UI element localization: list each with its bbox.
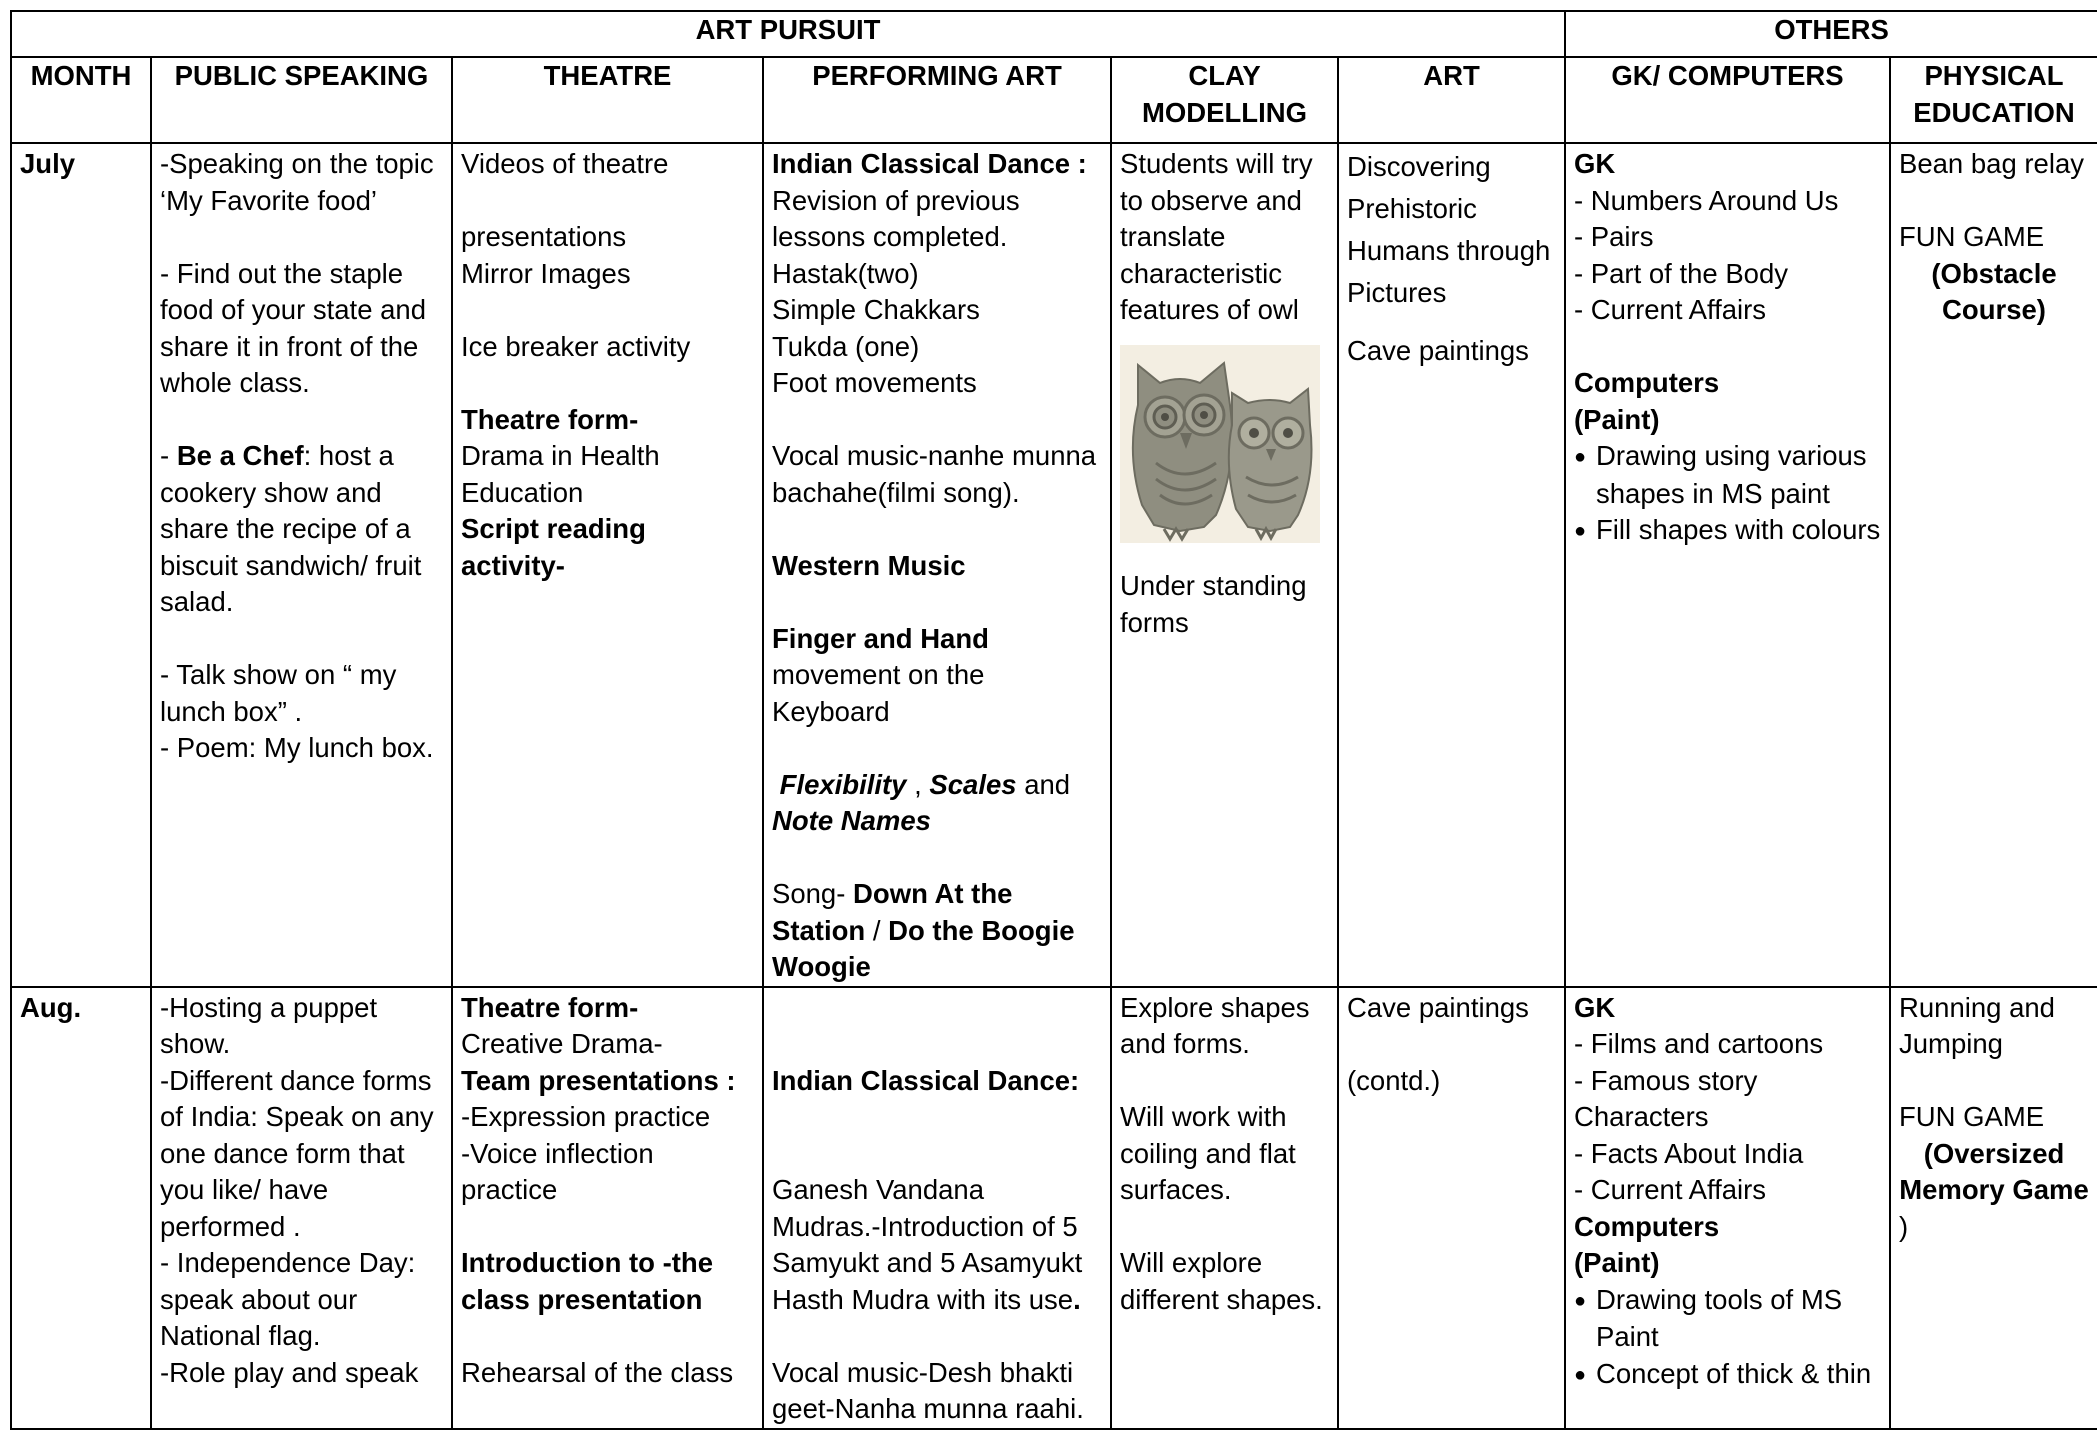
text-line: FUN GAME xyxy=(1899,1101,2045,1132)
gk-computers-cell xyxy=(1565,143,1890,987)
performing-art-cell xyxy=(763,143,1111,987)
computers-title: Computers xyxy=(1574,367,1720,398)
text-line: Keyboard xyxy=(772,695,890,727)
text-line: lunch box” . xyxy=(160,695,303,727)
game-name: Course) xyxy=(1942,294,2046,325)
aug-row xyxy=(11,987,2097,1429)
text-line: - Part of the Body xyxy=(1574,257,1788,289)
others-header: OTHERS xyxy=(1565,11,2097,57)
team-presentations: Team presentations : xyxy=(461,1064,736,1096)
text-line: and forms. xyxy=(1120,1028,1250,1059)
game-name: Memory Game xyxy=(1899,1174,2089,1205)
text-line: Ice breaker activity xyxy=(461,330,691,362)
chef-rest: : host a xyxy=(303,440,394,471)
text-line: Cave paintings xyxy=(1347,335,1529,366)
hasth-text: Hasth Mudra with its use xyxy=(772,1283,1074,1315)
computers-list xyxy=(1574,1282,1881,1394)
text-line: Mirror Images xyxy=(461,257,631,289)
text-line: bachahe(filmi song). xyxy=(772,476,1020,508)
theatre-form-title: Theatre form- xyxy=(461,403,639,435)
text-line: translate xyxy=(1120,221,1226,252)
computers-title: Computers xyxy=(1574,1210,1720,1242)
text-line: show. xyxy=(160,1028,231,1059)
text-line: of India: Speak on any xyxy=(160,1101,434,1132)
physical-education-cell xyxy=(1890,987,2097,1429)
text-line: different shapes. xyxy=(1120,1283,1323,1315)
text-line: features of owl xyxy=(1120,294,1299,325)
text-line: Hastak(two) xyxy=(772,257,919,289)
text-line: Vocal music-Desh bhakti xyxy=(772,1356,1074,1388)
text-line: -Role play and speak xyxy=(160,1356,419,1388)
text-line: (contd.) xyxy=(1347,1064,1441,1096)
list-item: ● Fill shapes with colours xyxy=(1574,512,1881,550)
text-line: - Independence Day: xyxy=(160,1247,416,1278)
sep: , xyxy=(906,768,930,800)
text-line: Will explore xyxy=(1120,1247,1263,1278)
note-names: Note Names xyxy=(772,805,931,836)
western-music-title: Western Music xyxy=(772,549,966,581)
text-line: Jumping xyxy=(1899,1028,2003,1059)
clay-modelling-cell xyxy=(1111,143,1338,987)
art-header: ART xyxy=(1338,57,1565,143)
text-line: share the recipe of a xyxy=(160,513,411,544)
flexibility: Flexibility xyxy=(779,768,907,800)
text-line: food of your state and xyxy=(160,294,427,325)
text-line: geet-Nanha munna raahi. xyxy=(772,1393,1084,1424)
text-line: -Expression practice xyxy=(461,1101,711,1132)
text-line: Prehistoric xyxy=(1347,193,1477,224)
clay-modelling-cell xyxy=(1111,987,1338,1429)
performing-art-cell xyxy=(763,987,1111,1429)
text-line: - Current Affairs xyxy=(1574,294,1767,325)
gk-title: GK xyxy=(1574,991,1616,1023)
text-line: National flag. xyxy=(160,1320,321,1351)
dance-title: Indian Classical Dance : xyxy=(772,148,1087,179)
text-line: Explore shapes xyxy=(1120,991,1310,1023)
text-line xyxy=(772,1282,1102,1319)
text-line: Cave paintings xyxy=(1347,991,1529,1023)
be-a-chef: Be a Chef xyxy=(176,440,304,471)
text-line: Videos of theatre xyxy=(461,148,669,179)
performing-art-header: PERFORMING ART xyxy=(763,57,1111,143)
game-name: (Obstacle xyxy=(1931,257,2057,289)
hasth-dot: . xyxy=(1073,1283,1081,1315)
text-line: performed . xyxy=(160,1210,301,1242)
text-line: one dance form that xyxy=(160,1137,405,1169)
text-line: Under standing xyxy=(1120,570,1307,601)
text-line: share it in front of the xyxy=(160,330,419,362)
script-reading: Script reading activity- xyxy=(461,513,646,581)
text-line: Will work with xyxy=(1120,1101,1287,1132)
text-line: - Pairs xyxy=(1574,221,1654,252)
sep: / xyxy=(865,914,889,946)
text-line: Drama in Health xyxy=(461,440,660,471)
text-line: Revision of previous xyxy=(772,184,1020,216)
public-speaking-cell xyxy=(151,987,452,1429)
header-line: PHYSICAL xyxy=(1924,60,2064,91)
dance-title: Indian Classical Dance: xyxy=(772,1064,1080,1096)
text-line: Bean bag relay xyxy=(1899,148,2084,179)
list-item: ● Concept of thick & thin xyxy=(1574,1356,1881,1394)
text-line: - Current Affairs xyxy=(1574,1174,1767,1205)
curriculum-table xyxy=(10,10,2097,1430)
art-pursuit-header: ART PURSUIT xyxy=(11,11,1565,57)
text-line: Creative Drama- xyxy=(461,1028,663,1059)
text-line: - Films and cartoons xyxy=(1574,1028,1824,1059)
text-line: whole class. xyxy=(160,367,310,398)
text-line: -Voice inflection xyxy=(461,1137,654,1169)
text-line: - Talk show on “ my xyxy=(160,659,397,690)
list-item: ● Drawing using various shapes in MS paint xyxy=(1574,438,1881,512)
month-cell: Aug. xyxy=(11,987,151,1429)
computers-list xyxy=(1574,438,1881,550)
text-line: FUN GAME xyxy=(1899,221,2045,252)
text-line: - Find out the staple xyxy=(160,257,404,289)
text-line: - Facts About India xyxy=(1574,1137,1804,1169)
text-line: ‘My Favorite food’ xyxy=(160,184,378,216)
text-line: practice xyxy=(461,1174,558,1205)
song-title: Do the Boogie xyxy=(888,914,1075,946)
header-line: CLAY xyxy=(1188,60,1261,91)
july-row xyxy=(11,143,2097,987)
gk-computers-cell xyxy=(1565,987,1890,1429)
theatre-cell xyxy=(452,143,763,987)
text-line: Vocal music-nanhe munna xyxy=(772,440,1097,471)
text-line: Characters xyxy=(1574,1101,1709,1132)
text-line: Discovering xyxy=(1347,151,1491,182)
text-line: Students will try xyxy=(1120,148,1313,179)
text-line: Humans through xyxy=(1347,235,1551,266)
month-header: MONTH xyxy=(11,57,151,143)
header-line: EDUCATION xyxy=(1913,96,2075,128)
clay-owls-image xyxy=(1120,345,1329,553)
month-cell: July xyxy=(11,143,151,987)
text-line: Rehearsal of the class xyxy=(461,1356,734,1388)
group-header-row xyxy=(11,11,2097,57)
art-cell xyxy=(1338,987,1565,1429)
computers-subtitle: (Paint) xyxy=(1574,403,1660,435)
song-title: Station xyxy=(772,914,866,946)
game-name: (Oversized xyxy=(1923,1137,2065,1169)
text-line: Running and xyxy=(1899,991,2055,1023)
text-line xyxy=(772,876,1102,913)
song-title: Down At the xyxy=(853,878,1013,909)
theatre-header: THEATRE xyxy=(452,57,763,143)
column-header-row xyxy=(11,57,2097,143)
header-line: MODELLING xyxy=(1142,96,1307,128)
finger-hand-title: Finger and Hand xyxy=(772,622,989,654)
text-line: - Numbers Around Us xyxy=(1574,184,1839,216)
text-line: Ganesh Vandana xyxy=(772,1174,985,1205)
physical-education-cell xyxy=(1890,143,2097,987)
text-line: to observe and xyxy=(1120,184,1302,216)
clay-modelling-header xyxy=(1111,57,1338,143)
intro-title: Introduction to -the xyxy=(461,1247,714,1278)
physical-education-header xyxy=(1890,57,2097,143)
text-line: -Hosting a puppet xyxy=(160,991,378,1023)
text-line: - Poem: My lunch box. xyxy=(160,732,434,763)
text-line: Mudras.-Introduction of 5 xyxy=(772,1210,1078,1242)
text-line: salad. xyxy=(160,586,234,617)
text-line: coiling and flat xyxy=(1120,1137,1296,1169)
dash: - xyxy=(160,440,177,471)
public-speaking-cell xyxy=(151,143,452,987)
theatre-form-title: Theatre form- xyxy=(461,991,639,1023)
text-line: cookery show and xyxy=(160,476,382,508)
public-speaking-header: PUBLIC SPEAKING xyxy=(151,57,452,143)
intro-title: class presentation xyxy=(461,1283,703,1315)
text-line xyxy=(772,913,1102,950)
list-item: ● Drawing tools of MS Paint xyxy=(1574,1282,1881,1356)
text-line: -Speaking on the topic xyxy=(160,148,434,179)
text-line: Samyukt and 5 Asamyukt xyxy=(772,1247,1083,1278)
text-line xyxy=(772,767,1102,804)
text-line: lessons completed. xyxy=(772,221,1008,252)
text-line: Education xyxy=(461,476,584,508)
scales: Scales xyxy=(929,768,1017,800)
text-line: ) xyxy=(1899,1210,1909,1242)
text-line: Simple Chakkars xyxy=(772,294,980,325)
text-line: speak about our xyxy=(160,1283,358,1315)
gk-title: GK xyxy=(1574,148,1616,179)
song-prefix: Song- xyxy=(772,878,854,909)
text-line: Foot movements xyxy=(772,367,977,398)
text-line: movement on the xyxy=(772,659,985,690)
text-line xyxy=(160,438,443,475)
computers-subtitle: (Paint) xyxy=(1574,1247,1660,1278)
text-line: - Famous story xyxy=(1574,1064,1758,1096)
song-title: Woogie xyxy=(772,951,871,982)
text-line: characteristic xyxy=(1120,257,1282,289)
text-line: -Different dance forms xyxy=(160,1064,432,1096)
art-cell xyxy=(1338,143,1565,987)
text-line: presentations xyxy=(461,221,627,252)
text-line: Pictures xyxy=(1347,277,1447,308)
theatre-cell xyxy=(452,987,763,1429)
text-line: surfaces. xyxy=(1120,1174,1232,1205)
text-line: Tukda (one) xyxy=(772,330,920,362)
and: and xyxy=(1016,768,1071,800)
text-line: forms xyxy=(1120,606,1189,638)
gk-computers-header: GK/ COMPUTERS xyxy=(1565,57,1890,143)
text-line: you like/ have xyxy=(160,1174,329,1205)
text-line: biscuit sandwich/ fruit xyxy=(160,549,422,581)
